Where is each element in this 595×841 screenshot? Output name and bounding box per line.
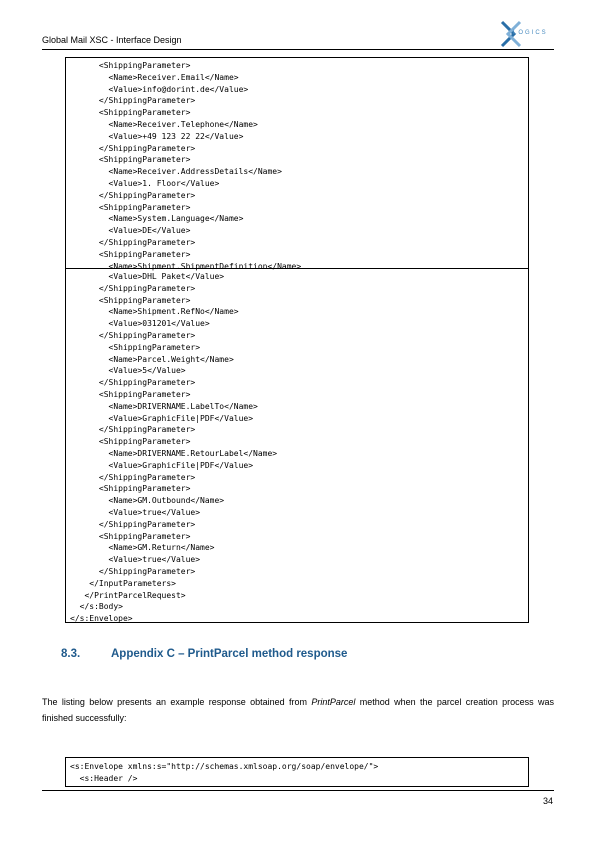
code-line: <Value>DE</Value> <box>70 226 191 236</box>
code-line: </ShippingParameter> <box>70 283 196 293</box>
code-line: <Name>GM.Outbound</Name> <box>70 496 225 506</box>
code-line: <Name>Shipment.ShipmentDefinition</Name> <box>70 261 302 271</box>
code-line: </ShippingParameter> <box>70 519 196 529</box>
section-heading <box>61 648 347 660</box>
section-number: 8.3. <box>61 648 81 660</box>
code-line: <Value>5</Value> <box>70 366 186 376</box>
method-name: PrintParcel <box>311 697 356 707</box>
code-line: <Value>031201</Value> <box>70 319 210 329</box>
code-line: </PrintParcelRequest> <box>70 590 186 600</box>
code-line: </InputParameters> <box>70 578 176 588</box>
code-line: <Value>GraphicFile|PDF</Value> <box>70 413 254 423</box>
code-line: <Name>DRIVERNAME.RetourLabel</Name> <box>70 448 278 458</box>
code-line: <s:Envelope xmlns:s="http://schemas.xmlsoap.org/soap/envelope/"> <box>70 762 379 771</box>
code-listing-response <box>65 757 529 787</box>
code-line: <Name>Receiver.Email</Name> <box>70 72 239 82</box>
code-line: <Value>1. Floor</Value> <box>70 178 220 188</box>
paragraph-text-before: The listing below presents an example response obtained from <box>42 697 312 707</box>
code-line: </s:Envelope> <box>70 614 133 624</box>
section-title: Appendix C – PrintParcel method response <box>111 648 348 660</box>
code-line: <Value>+49 123 22 22</Value> <box>70 131 244 141</box>
code-line: <ShippingParameter> <box>70 389 191 399</box>
code-line: <Value>GraphicFile|PDF</Value> <box>70 460 254 470</box>
code-line: </ShippingParameter> <box>70 190 196 200</box>
code-line: <Value>true</Value> <box>70 555 201 565</box>
code-line: <Name>System.Language</Name> <box>70 214 244 224</box>
code-line: <Name>DRIVERNAME.LabelTo</Name> <box>70 401 258 411</box>
code-line: <ShippingParameter> <box>70 249 191 259</box>
header-rule <box>42 49 554 50</box>
code-line: <Name>Parcel.Weight</Name> <box>70 354 234 364</box>
code-line: </ShippingParameter> <box>70 143 196 153</box>
code-line: <ShippingParameter> <box>70 155 191 165</box>
paragraph-text-after: method when the parcel creation process was finished successfully: <box>42 697 554 723</box>
code-line: </ShippingParameter> <box>70 378 196 388</box>
code-line: </s:Body> <box>70 602 123 612</box>
code-line: <ShippingParameter> <box>70 202 191 212</box>
logo-text: LOGICS <box>513 30 548 36</box>
code-line: <ShippingParameter> <box>70 437 191 447</box>
code-line: <ShippingParameter> <box>70 108 191 118</box>
code-line: <s:Header /> <box>70 773 138 783</box>
code-line: <ShippingParameter> <box>70 531 191 541</box>
code-listing-request-part1 <box>65 57 529 269</box>
code-line: <Value>DHL Paket</Value> <box>70 272 225 281</box>
code-line: <Value>info@dorint.de</Value> <box>70 84 249 94</box>
page-number: 34 <box>542 796 553 806</box>
code-line: <ShippingParameter> <box>70 295 191 305</box>
code-line: </ShippingParameter> <box>70 566 196 576</box>
code-line: <ShippingParameter> <box>70 484 191 494</box>
code-line: </ShippingParameter> <box>70 330 196 340</box>
code-listing-request-part2 <box>65 268 529 623</box>
code-line: <Name>Receiver.AddressDetails</Name> <box>70 167 282 177</box>
code-line: </ShippingParameter> <box>70 96 196 106</box>
code-line: <ShippingParameter> <box>70 342 201 352</box>
body-paragraph <box>42 694 554 726</box>
code-line: <Name>GM.Return</Name> <box>70 543 215 553</box>
footer-rule <box>42 790 554 791</box>
code-line: <Name>Receiver.Telephone</Name> <box>70 119 258 129</box>
code-line: </ShippingParameter> <box>70 425 196 435</box>
code-line: <ShippingParameter> <box>70 61 191 70</box>
document-title: Global Mail XSC - Interface Design <box>42 35 182 45</box>
code-line: </ShippingParameter> <box>70 472 196 482</box>
code-line: <Name>Shipment.RefNo</Name> <box>70 307 239 317</box>
code-line: </ShippingParameter> <box>70 237 196 247</box>
code-line: <Value>true</Value> <box>70 507 201 517</box>
